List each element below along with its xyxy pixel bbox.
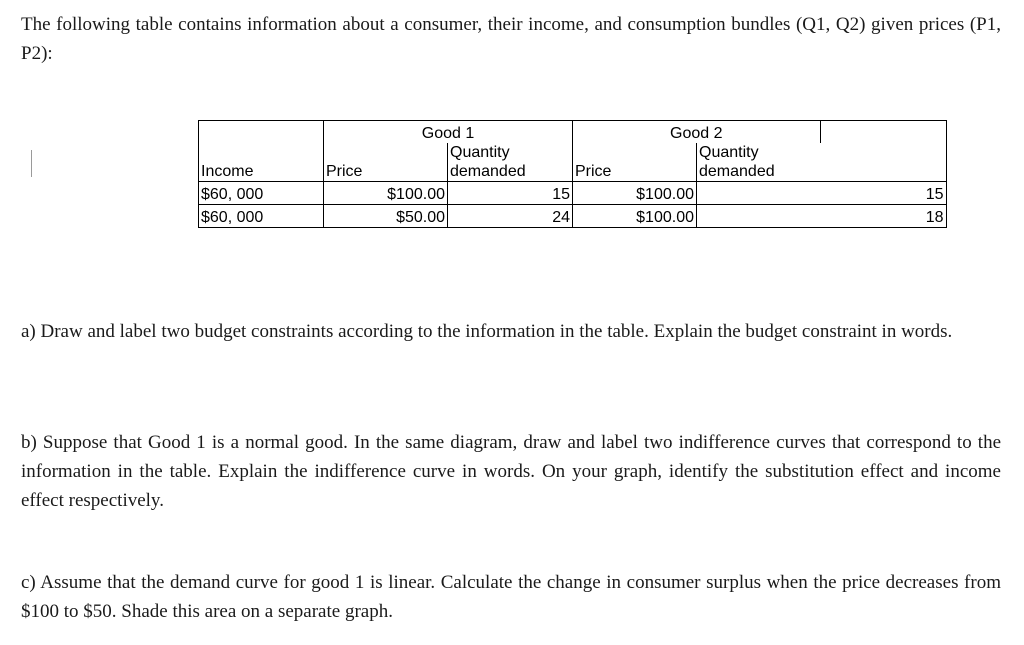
quantity-2-header <box>697 143 947 182</box>
quantity-1-header-line1: Quantity <box>450 144 510 161</box>
spacer-cell <box>697 205 821 228</box>
price-1-cell: $100.00 <box>324 182 448 205</box>
spacer-cell <box>697 182 821 205</box>
quantity-2-header-line1: Quantity <box>699 144 759 161</box>
table-corner-cell-right <box>820 121 946 144</box>
table-row <box>199 205 947 228</box>
price-1-header: Price <box>324 143 448 182</box>
question-a: a) Draw and label two budget constraints according to the information in the table. Explain the budget constraint in words. <box>21 321 953 342</box>
price-1-cell: $50.00 <box>324 205 448 228</box>
table-group-header-row <box>199 121 947 144</box>
quantity-1-header <box>448 143 573 182</box>
income-cell: $60, 000 <box>199 182 324 205</box>
quantity-1-cell: 15 <box>448 182 573 205</box>
quantity-2-cell: 18 <box>820 205 946 228</box>
text-cursor <box>31 150 32 177</box>
price-2-cell: $100.00 <box>573 205 697 228</box>
intro-paragraph: The following table contains information about a consumer, their income, and consumption bundles (Q1, Q2) given prices (P1, P2): <box>21 14 1001 64</box>
consumption-table <box>198 120 947 228</box>
income-header: Income <box>199 143 324 182</box>
price-2-cell: $100.00 <box>573 182 697 205</box>
table-corner-cell <box>199 121 324 144</box>
quantity-2-header-line2: demanded <box>699 163 775 180</box>
table-row <box>199 182 947 205</box>
quantity-1-cell: 24 <box>448 205 573 228</box>
price-2-header: Price <box>573 143 697 182</box>
income-cell: $60, 000 <box>199 205 324 228</box>
quantity-1-header-line2: demanded <box>450 163 526 180</box>
question-b: b) Suppose that Good 1 is a normal good. In the same diagram, draw and label two indifference curves that correspond to the information in the table. Explain the indifference curve in words. On your graph, identify the substitution effect and income effect respectively. <box>21 432 1001 511</box>
good-1-header: Good 1 <box>324 121 573 144</box>
table-column-header-row <box>199 143 947 182</box>
quantity-2-cell: 15 <box>820 182 946 205</box>
good-2-header: Good 2 <box>573 121 821 144</box>
question-c: c) Assume that the demand curve for good 1 is linear. Calculate the change in consumer surplus when the price decreases from $100 to $50. Shade this area on a separate graph. <box>21 572 1001 622</box>
